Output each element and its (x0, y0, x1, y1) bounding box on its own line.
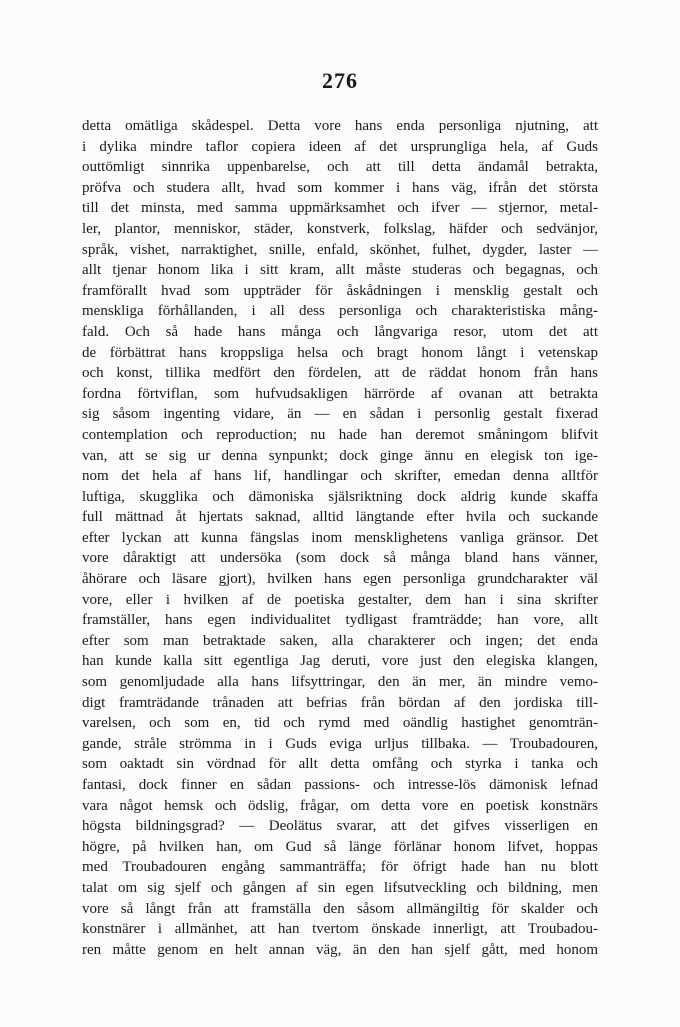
text-line: contemplation och reproduction; nu hade han deremot småningom blifvit (82, 426, 598, 443)
text-line: ren måtte genom en helt annan väg, än den han sjelf gått, med honom (82, 941, 598, 958)
text-line: som oaktadt sin vördnad för allt detta omfång och styrka i tanka och (82, 756, 598, 773)
body-text (82, 116, 598, 960)
text-line: med Troubadouren engång sammanträffa; för öfrigt hade han nu blott (82, 859, 598, 876)
text-line: i dylika mindre taflor copiera ideen af det ursprungliga hela, af Guds (82, 138, 598, 155)
text-line: nom det hela af hans lif, handlingar och skrifter, emedan denna alltför (82, 468, 598, 485)
text-line: full mättnad åt hjertats saknad, alltid längtande efter hvila och suckande (82, 509, 598, 526)
text-line: framförallt hvad som uppträder för åskådningen i mensklig gestalt och (82, 282, 598, 299)
text-line: vore så långt från att framställa den såsom allmängiltig för skalder och (82, 900, 598, 917)
text-line: menskliga förhållanden, i all dess personliga och charakteristiska mång- (82, 303, 598, 320)
text-line: språk, vishet, narraktighet, snille, enfald, skönhet, fulhet, dygder, laster — (82, 241, 598, 258)
text-line: allt tjenar honom lika i sitt kram, allt måste studeras och begagnas, och (82, 262, 598, 279)
text-line: gande, stråle strömma in i Guds eviga urljus tillbaka. — Troubadouren, (82, 735, 598, 752)
text-line: vore dåraktigt att undersöka (som dock så många bland hans vänner, (82, 550, 598, 567)
text-line: digt framträdande trånaden att befrias från bördan af den jordiska till- (82, 694, 598, 711)
text-line: som genomljudade alla hans lifsyttringar, den än mer, än mindre vemo- (82, 674, 598, 691)
page-number: 276 (322, 68, 358, 93)
text-line: luftiga, skugglika och dämoniska själsriktning dock aldrig kunde skaffa (82, 488, 598, 505)
text-line: fald. Och så hade hans många och långvariga resor, utom det att (82, 323, 598, 340)
text-line: till det minsta, med samma uppmärksamhet och ifver — stjernor, metal- (82, 200, 598, 217)
text-line: pröfva och studera allt, hvad som kommer i hans väg, ifrån det största (82, 179, 598, 196)
text-line: konstnärer i allmänhet, att han tvertom önskade innerligt, att Troubadou- (82, 921, 598, 938)
text-line: högsta bildningsgrad? — Deolätus svarar, att det gifves visserligen en (82, 818, 598, 835)
text-line: outtömligt sinnrika uppenbarelse, och att till detta ändamål betrakta, (82, 159, 598, 176)
text-line: vara något hemsk och ödslig, frågar, om detta vore en poetisk konstnärs (82, 797, 598, 814)
text-line: efter lyckan att kunna fängslas inom mensklighetens vanliga gränsor. Det (82, 529, 598, 546)
text-line: framställer, hans egen individualitet tydligast framträdde; han vore, allt (82, 612, 598, 629)
text-line: högre, på hvilken han, om Gud så länge förlänar honom lifvet, hoppas (82, 838, 598, 855)
text-line: fordna förtviflan, som hufvudsakligen härrörde af ovanan att betrakta (82, 385, 598, 402)
text-line: van, att se sig ur denna synpunkt; dock ginge ännu en elegisk ton ige- (82, 447, 598, 464)
text-line: detta omätliga skådespel. Detta vore hans enda personliga njutning, att (82, 118, 598, 134)
text-line: han kunde kalla sitt egentliga Jag deruti, vore just den elegiska klangen, (82, 653, 598, 670)
text-line: sig såsom ingenting vidare, än — en sådan i personlig gestalt fixerad (82, 406, 598, 423)
text-line: åhörare och läsare gjort), hvilken hans egen personliga grundcharakter väl (82, 571, 598, 588)
text-line: efter som man betraktade saken, alla charakterer och ingen; det enda (82, 632, 598, 649)
text-line: vore, eller i hvilken af de poetiska gestalter, dem han i sina skrifter (82, 591, 598, 608)
text-line: varelsen, och som en, tid och rymd med oändlig hastighet genomträn- (82, 715, 598, 732)
text-line: de förbättrat hans kroppsliga helsa och bragt honom långt i vetenskap (82, 344, 598, 361)
text-line: fantasi, dock finner en sådan passions- och intresse-lös dämonisk lefnad (82, 777, 598, 793)
text-line: ler, plantor, menniskor, städer, konstverk, folkslag, häfder och sedvänjor, (82, 220, 598, 237)
text-line: talat om sig sjelf och gången af sin egen lifsutveckling och bildning, men (82, 879, 598, 896)
text-line: och konst, tillika medfört den fördelen, att de räddat honom från hans (82, 365, 598, 382)
